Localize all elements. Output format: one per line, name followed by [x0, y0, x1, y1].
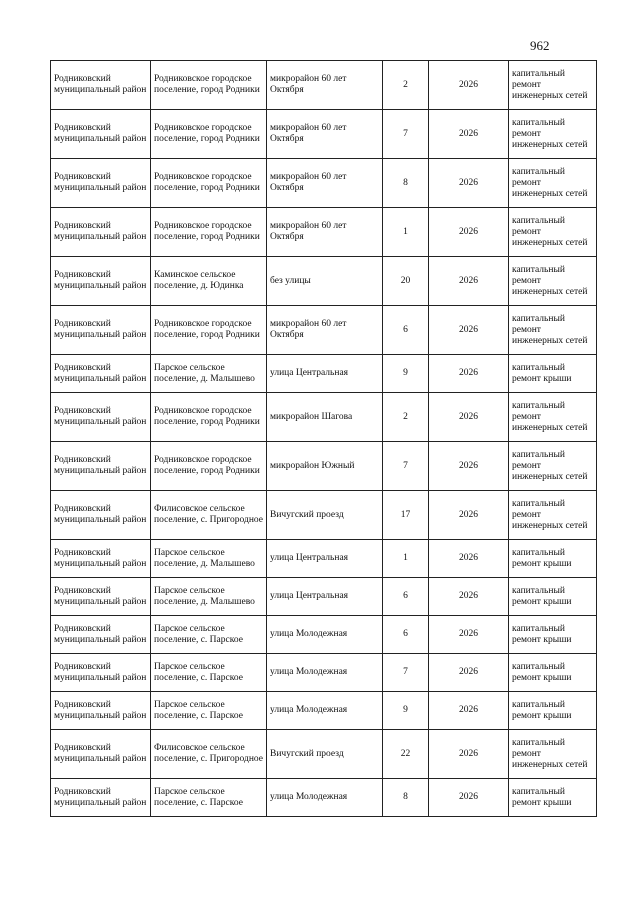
work-type-cell: капитальный ремонт инженерных сетей [509, 393, 597, 442]
district-cell: Родниковский муниципальный район [51, 578, 151, 616]
work-type-cell: капитальный ремонт крыши [509, 616, 597, 654]
year-cell: 2026 [429, 442, 509, 491]
house-number-cell: 9 [383, 355, 429, 393]
year-cell: 2026 [429, 692, 509, 730]
work-type-cell: капитальный ремонт инженерных сетей [509, 491, 597, 540]
district-cell: Родниковский муниципальный район [51, 257, 151, 306]
house-number-cell: 6 [383, 616, 429, 654]
table-row [51, 159, 597, 208]
settlement-cell: Филисовское сельское поселение, с. Пригородное [151, 491, 267, 540]
district-cell: Родниковский муниципальный район [51, 779, 151, 817]
street-cell: улица Молодежная [267, 692, 383, 730]
table-row [51, 393, 597, 442]
year-cell: 2026 [429, 779, 509, 817]
year-cell: 2026 [429, 616, 509, 654]
street-cell: микрорайон Шагова [267, 393, 383, 442]
street-cell: микрорайон 60 лет Октября [267, 61, 383, 110]
street-cell: улица Молодежная [267, 779, 383, 817]
table-row [51, 654, 597, 692]
work-type-cell: капитальный ремонт инженерных сетей [509, 730, 597, 779]
settlement-cell: Филисовское сельское поселение, с. Пригородное [151, 730, 267, 779]
house-number-cell: 7 [383, 442, 429, 491]
house-number-cell: 8 [383, 779, 429, 817]
table-row [51, 208, 597, 257]
work-type-cell: капитальный ремонт инженерных сетей [509, 159, 597, 208]
work-type-cell: капитальный ремонт крыши [509, 355, 597, 393]
work-type-cell: капитальный ремонт инженерных сетей [509, 110, 597, 159]
settlement-cell: Родниковское городское поселение, город Родники [151, 393, 267, 442]
settlement-cell: Родниковское городское поселение, город Родники [151, 442, 267, 491]
settlement-cell: Парское сельское поселение, д. Малышево [151, 540, 267, 578]
table-row [51, 355, 597, 393]
table-row [51, 779, 597, 817]
settlement-cell: Родниковское городское поселение, город Родники [151, 159, 267, 208]
district-cell: Родниковский муниципальный район [51, 306, 151, 355]
district-cell: Родниковский муниципальный район [51, 442, 151, 491]
street-cell: микрорайон Южный [267, 442, 383, 491]
house-number-cell: 17 [383, 491, 429, 540]
house-number-cell: 6 [383, 578, 429, 616]
table-row [51, 257, 597, 306]
settlement-cell: Парское сельское поселение, с. Парское [151, 779, 267, 817]
table-row [51, 61, 597, 110]
street-cell: Вичугский проезд [267, 730, 383, 779]
street-cell: улица Центральная [267, 578, 383, 616]
house-number-cell: 22 [383, 730, 429, 779]
work-type-cell: капитальный ремонт крыши [509, 779, 597, 817]
table-row [51, 616, 597, 654]
table-row [51, 442, 597, 491]
table-row [51, 730, 597, 779]
year-cell: 2026 [429, 654, 509, 692]
repair-schedule-table [50, 60, 597, 817]
settlement-cell: Парское сельское поселение, с. Парское [151, 616, 267, 654]
year-cell: 2026 [429, 306, 509, 355]
year-cell: 2026 [429, 540, 509, 578]
house-number-cell: 20 [383, 257, 429, 306]
year-cell: 2026 [429, 159, 509, 208]
work-type-cell: капитальный ремонт инженерных сетей [509, 61, 597, 110]
work-type-cell: капитальный ремонт инженерных сетей [509, 208, 597, 257]
year-cell: 2026 [429, 61, 509, 110]
district-cell: Родниковский муниципальный район [51, 692, 151, 730]
work-type-cell: капитальный ремонт инженерных сетей [509, 257, 597, 306]
settlement-cell: Родниковское городское поселение, город Родники [151, 61, 267, 110]
work-type-cell: капитальный ремонт крыши [509, 540, 597, 578]
work-type-cell: капитальный ремонт инженерных сетей [509, 306, 597, 355]
house-number-cell: 7 [383, 110, 429, 159]
table-row [51, 540, 597, 578]
work-type-cell: капитальный ремонт крыши [509, 692, 597, 730]
work-type-cell: капитальный ремонт крыши [509, 654, 597, 692]
district-cell: Родниковский муниципальный район [51, 540, 151, 578]
table-row [51, 692, 597, 730]
table-row [51, 110, 597, 159]
district-cell: Родниковский муниципальный район [51, 730, 151, 779]
district-cell: Родниковский муниципальный район [51, 159, 151, 208]
work-type-cell: капитальный ремонт крыши [509, 578, 597, 616]
settlement-cell: Парское сельское поселение, с. Парское [151, 692, 267, 730]
work-type-cell: капитальный ремонт инженерных сетей [509, 442, 597, 491]
street-cell: микрорайон 60 лет Октября [267, 159, 383, 208]
year-cell: 2026 [429, 208, 509, 257]
settlement-cell: Родниковское городское поселение, город Родники [151, 306, 267, 355]
street-cell: микрорайон 60 лет Октября [267, 110, 383, 159]
table-row [51, 578, 597, 616]
settlement-cell: Парское сельское поселение, д. Малышево [151, 578, 267, 616]
district-cell: Родниковский муниципальный район [51, 654, 151, 692]
house-number-cell: 9 [383, 692, 429, 730]
house-number-cell: 1 [383, 208, 429, 257]
house-number-cell: 1 [383, 540, 429, 578]
district-cell: Родниковский муниципальный район [51, 616, 151, 654]
settlement-cell: Парское сельское поселение, с. Парское [151, 654, 267, 692]
district-cell: Родниковский муниципальный район [51, 61, 151, 110]
street-cell: улица Молодежная [267, 654, 383, 692]
street-cell: микрорайон 60 лет Октября [267, 306, 383, 355]
district-cell: Родниковский муниципальный район [51, 208, 151, 257]
street-cell: улица Центральная [267, 540, 383, 578]
house-number-cell: 8 [383, 159, 429, 208]
year-cell: 2026 [429, 578, 509, 616]
year-cell: 2026 [429, 393, 509, 442]
table-row [51, 491, 597, 540]
district-cell: Родниковский муниципальный район [51, 393, 151, 442]
year-cell: 2026 [429, 355, 509, 393]
year-cell: 2026 [429, 730, 509, 779]
settlement-cell: Парское сельское поселение, д. Малышево [151, 355, 267, 393]
street-cell: Вичугский проезд [267, 491, 383, 540]
street-cell: без улицы [267, 257, 383, 306]
year-cell: 2026 [429, 491, 509, 540]
settlement-cell: Родниковское городское поселение, город Родники [151, 110, 267, 159]
year-cell: 2026 [429, 110, 509, 159]
table-row [51, 306, 597, 355]
house-number-cell: 2 [383, 393, 429, 442]
street-cell: улица Молодежная [267, 616, 383, 654]
street-cell: улица Центральная [267, 355, 383, 393]
house-number-cell: 2 [383, 61, 429, 110]
street-cell: микрорайон 60 лет Октября [267, 208, 383, 257]
page-number: 962 [530, 38, 550, 53]
district-cell: Родниковский муниципальный район [51, 491, 151, 540]
settlement-cell: Каминское сельское поселение, д. Юдинка [151, 257, 267, 306]
house-number-cell: 6 [383, 306, 429, 355]
settlement-cell: Родниковское городское поселение, город Родники [151, 208, 267, 257]
district-cell: Родниковский муниципальный район [51, 110, 151, 159]
house-number-cell: 7 [383, 654, 429, 692]
year-cell: 2026 [429, 257, 509, 306]
district-cell: Родниковский муниципальный район [51, 355, 151, 393]
